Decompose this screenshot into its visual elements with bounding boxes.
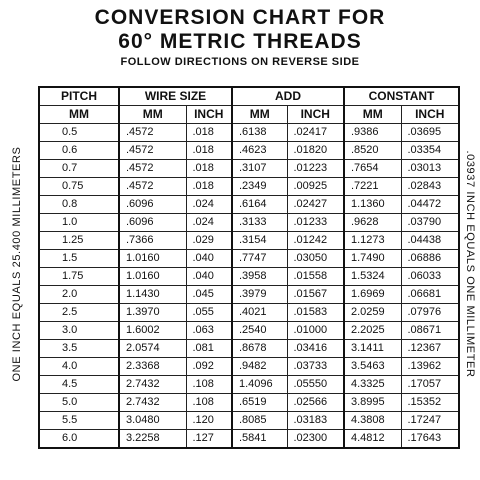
cell-constant-inch: .03013 xyxy=(401,160,459,178)
table-row xyxy=(39,142,459,160)
cell-pitch-mm: 3.5 xyxy=(39,340,119,358)
cell-constant-mm: 3.1411 xyxy=(344,340,401,358)
sub-header-row xyxy=(39,106,459,124)
cell-add-mm: .6519 xyxy=(232,394,287,412)
table-row xyxy=(39,232,459,250)
table-row xyxy=(39,412,459,430)
cell-constant-mm: 4.3325 xyxy=(344,376,401,394)
side-note-left: ONE INCH EQUALS 25.400 MILLIMETERS xyxy=(11,146,23,382)
group-header-wire-size: WIRE SIZE xyxy=(119,87,232,106)
cell-pitch-mm: 5.5 xyxy=(39,412,119,430)
cell-add-inch: .01233 xyxy=(287,214,344,232)
title-line-2: 60° METRIC THREADS xyxy=(118,30,362,53)
cell-add-inch: .03416 xyxy=(287,340,344,358)
cell-pitch-mm: 1.25 xyxy=(39,232,119,250)
cell-wire-size-mm: 1.6002 xyxy=(119,322,186,340)
cell-add-mm: .3107 xyxy=(232,160,287,178)
cell-constant-inch: .17247 xyxy=(401,412,459,430)
cell-add-mm: .4021 xyxy=(232,304,287,322)
side-note-right: .03937 INCH EQUALS ONE MILLIMETER xyxy=(464,150,476,378)
cell-wire-size-mm: 2.3368 xyxy=(119,358,186,376)
cell-constant-mm: .9386 xyxy=(344,124,401,142)
cell-constant-inch: .17643 xyxy=(401,430,459,449)
cell-add-inch: .05550 xyxy=(287,376,344,394)
cell-add-inch: .01223 xyxy=(287,160,344,178)
table-row xyxy=(39,394,459,412)
cell-constant-inch: .06886 xyxy=(401,250,459,268)
cell-add-inch: .00925 xyxy=(287,178,344,196)
cell-constant-mm: 3.8995 xyxy=(344,394,401,412)
table-row xyxy=(39,268,459,286)
cell-add-mm: .3154 xyxy=(232,232,287,250)
cell-wire-size-inch: .081 xyxy=(186,340,232,358)
cell-wire-size-inch: .092 xyxy=(186,358,232,376)
cell-add-mm: 1.4096 xyxy=(232,376,287,394)
cell-wire-size-inch: .040 xyxy=(186,268,232,286)
cell-add-inch: .01820 xyxy=(287,142,344,160)
cell-pitch-mm: 5.0 xyxy=(39,394,119,412)
sub-header-constant-mm: MM xyxy=(344,106,401,124)
cell-constant-inch: .08671 xyxy=(401,322,459,340)
cell-constant-mm: .7221 xyxy=(344,178,401,196)
cell-wire-size-inch: .024 xyxy=(186,214,232,232)
table-row xyxy=(39,430,459,449)
cell-add-inch: .02427 xyxy=(287,196,344,214)
cell-wire-size-inch: .063 xyxy=(186,322,232,340)
table-row xyxy=(39,160,459,178)
cell-wire-size-mm: 3.0480 xyxy=(119,412,186,430)
cell-constant-inch: .13962 xyxy=(401,358,459,376)
cell-add-inch: .03733 xyxy=(287,358,344,376)
cell-wire-size-inch: .018 xyxy=(186,178,232,196)
cell-constant-inch: .03790 xyxy=(401,214,459,232)
cell-add-inch: .01583 xyxy=(287,304,344,322)
cell-add-mm: .8678 xyxy=(232,340,287,358)
cell-add-inch: .01242 xyxy=(287,232,344,250)
cell-pitch-mm: 0.75 xyxy=(39,178,119,196)
cell-constant-mm: 4.3808 xyxy=(344,412,401,430)
cell-add-inch: .01558 xyxy=(287,268,344,286)
cell-wire-size-inch: .018 xyxy=(186,124,232,142)
cell-wire-size-mm: .6096 xyxy=(119,196,186,214)
cell-add-mm: .3979 xyxy=(232,286,287,304)
cell-constant-mm: 1.1273 xyxy=(344,232,401,250)
cell-constant-mm: 1.7490 xyxy=(344,250,401,268)
cell-add-mm: .8085 xyxy=(232,412,287,430)
sub-header-add-inch: INCH xyxy=(287,106,344,124)
cell-wire-size-mm: 3.2258 xyxy=(119,430,186,449)
table-row xyxy=(39,376,459,394)
table-row xyxy=(39,196,459,214)
cell-wire-size-inch: .108 xyxy=(186,376,232,394)
cell-constant-inch: .07976 xyxy=(401,304,459,322)
title-line-1: CONVERSION CHART FOR xyxy=(94,6,386,29)
cell-constant-mm: 4.4812 xyxy=(344,430,401,449)
cell-pitch-mm: 3.0 xyxy=(39,322,119,340)
cell-wire-size-inch: .055 xyxy=(186,304,232,322)
cell-wire-size-mm: .4572 xyxy=(119,178,186,196)
cell-add-mm: .5841 xyxy=(232,430,287,449)
cell-constant-inch: .15352 xyxy=(401,394,459,412)
cell-wire-size-inch: .018 xyxy=(186,142,232,160)
cell-constant-inch: .03695 xyxy=(401,124,459,142)
cell-wire-size-mm: .7366 xyxy=(119,232,186,250)
cell-constant-inch: .06033 xyxy=(401,268,459,286)
cell-pitch-mm: 0.7 xyxy=(39,160,119,178)
cell-pitch-mm: 2.5 xyxy=(39,304,119,322)
cell-add-inch: .03050 xyxy=(287,250,344,268)
cell-pitch-mm: 1.75 xyxy=(39,268,119,286)
cell-add-mm: .7747 xyxy=(232,250,287,268)
table-row xyxy=(39,304,459,322)
cell-pitch-mm: 4.5 xyxy=(39,376,119,394)
cell-add-mm: .6138 xyxy=(232,124,287,142)
cell-wire-size-inch: .108 xyxy=(186,394,232,412)
cell-constant-inch: .04472 xyxy=(401,196,459,214)
cell-pitch-mm: 1.0 xyxy=(39,214,119,232)
cell-wire-size-inch: .024 xyxy=(186,196,232,214)
conversion-table xyxy=(38,86,460,449)
cell-add-mm: .4623 xyxy=(232,142,287,160)
cell-add-mm: .2349 xyxy=(232,178,287,196)
sub-header-constant-inch: INCH xyxy=(401,106,459,124)
cell-add-mm: .3958 xyxy=(232,268,287,286)
cell-wire-size-mm: 2.0574 xyxy=(119,340,186,358)
cell-add-inch: .02417 xyxy=(287,124,344,142)
cell-wire-size-inch: .120 xyxy=(186,412,232,430)
table-row xyxy=(39,214,459,232)
cell-add-inch: .02566 xyxy=(287,394,344,412)
cell-wire-size-inch: .029 xyxy=(186,232,232,250)
cell-wire-size-mm: 2.7432 xyxy=(119,376,186,394)
cell-constant-inch: .04438 xyxy=(401,232,459,250)
cell-wire-size-inch: .018 xyxy=(186,160,232,178)
group-header-pitch: PITCH xyxy=(39,87,119,106)
cell-constant-mm: .7654 xyxy=(344,160,401,178)
cell-wire-size-mm: 1.3970 xyxy=(119,304,186,322)
cell-wire-size-mm: 2.7432 xyxy=(119,394,186,412)
cell-wire-size-mm: 1.0160 xyxy=(119,250,186,268)
cell-wire-size-mm: 1.1430 xyxy=(119,286,186,304)
table-row xyxy=(39,358,459,376)
cell-add-inch: .01567 xyxy=(287,286,344,304)
cell-add-mm: .2540 xyxy=(232,322,287,340)
cell-pitch-mm: 2.0 xyxy=(39,286,119,304)
cell-pitch-mm: 4.0 xyxy=(39,358,119,376)
cell-constant-inch: .06681 xyxy=(401,286,459,304)
cell-pitch-mm: 0.5 xyxy=(39,124,119,142)
cell-wire-size-mm: 1.0160 xyxy=(119,268,186,286)
cell-add-mm: .6164 xyxy=(232,196,287,214)
cell-constant-mm: 2.2025 xyxy=(344,322,401,340)
cell-constant-mm: 1.1360 xyxy=(344,196,401,214)
cell-add-inch: .03183 xyxy=(287,412,344,430)
cell-pitch-mm: 6.0 xyxy=(39,430,119,449)
cell-add-mm: .9482 xyxy=(232,358,287,376)
cell-wire-size-mm: .4572 xyxy=(119,160,186,178)
cell-wire-size-inch: .040 xyxy=(186,250,232,268)
cell-constant-mm: 3.5463 xyxy=(344,358,401,376)
cell-constant-inch: .02843 xyxy=(401,178,459,196)
cell-constant-mm: 1.6969 xyxy=(344,286,401,304)
cell-wire-size-mm: .4572 xyxy=(119,142,186,160)
cell-constant-mm: .9628 xyxy=(344,214,401,232)
cell-pitch-mm: 0.8 xyxy=(39,196,119,214)
table-row xyxy=(39,322,459,340)
sub-header-pitch-mm: MM xyxy=(39,106,119,124)
table-row xyxy=(39,124,459,142)
cell-wire-size-inch: .045 xyxy=(186,286,232,304)
cell-pitch-mm: 1.5 xyxy=(39,250,119,268)
table-row xyxy=(39,286,459,304)
cell-constant-inch: .03354 xyxy=(401,142,459,160)
cell-pitch-mm: 0.6 xyxy=(39,142,119,160)
table-body xyxy=(39,124,459,449)
table-row xyxy=(39,340,459,358)
sub-header-wire-mm: MM xyxy=(119,106,186,124)
subtitle: FOLLOW DIRECTIONS ON REVERSE SIDE xyxy=(120,56,360,68)
group-header-constant: CONSTANT xyxy=(344,87,459,106)
cell-add-inch: .01000 xyxy=(287,322,344,340)
cell-constant-inch: .17057 xyxy=(401,376,459,394)
sub-header-wire-inch: INCH xyxy=(186,106,232,124)
cell-constant-mm: 1.5324 xyxy=(344,268,401,286)
group-header-add: ADD xyxy=(232,87,344,106)
group-header-row xyxy=(39,87,459,106)
cell-wire-size-inch: .127 xyxy=(186,430,232,449)
cell-constant-inch: .12367 xyxy=(401,340,459,358)
cell-wire-size-mm: .6096 xyxy=(119,214,186,232)
cell-wire-size-mm: .4572 xyxy=(119,124,186,142)
table-row xyxy=(39,250,459,268)
sub-header-add-mm: MM xyxy=(232,106,287,124)
table-row xyxy=(39,178,459,196)
cell-constant-mm: 2.0259 xyxy=(344,304,401,322)
cell-add-inch: .02300 xyxy=(287,430,344,449)
cell-add-mm: .3133 xyxy=(232,214,287,232)
cell-constant-mm: .8520 xyxy=(344,142,401,160)
